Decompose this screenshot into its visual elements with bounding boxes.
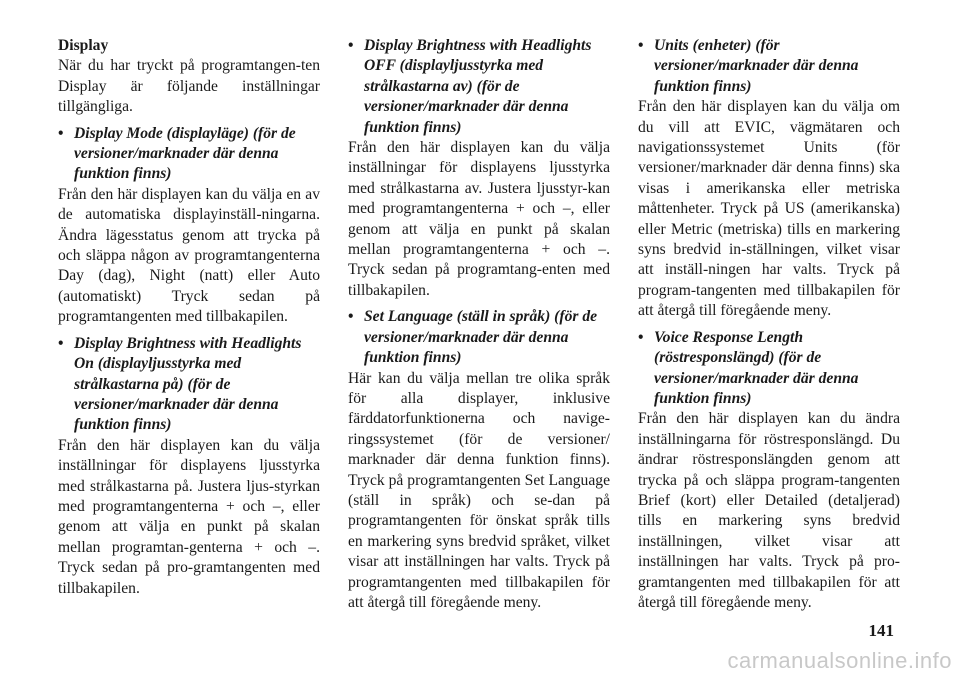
bullet-label: Set Language (ställ in språk) (för de versioner/marknader där denna funktion finns) [364,308,598,367]
text-column-2 [348,36,610,613]
bullet-icon: • [638,37,644,54]
text-column-3 [638,36,900,613]
body-paragraph: Från den här displayen kan du ändra inställningarna för röstresponslängd. Du ändrar röstresponslängden genom att trycka på och släppa program-tangenten Brief (kort) eller Detailed (detaljerad) tills en markering syns bredvid inställningen, vilket visar att inställningen har valts. Tryck på pro-gramtangenten med tillbakapilen för att återgå till föregående meny. [638,410,900,611]
bullet-item [58,334,320,436]
bullet-item [58,124,320,185]
bullet-label: Display Brightness with Headlights OFF (displayljusstyrka med strålkastarna av) (för de versioner/marknader där denna funktion finns) [364,37,592,136]
body-paragraph: Här kan du välja mellan tre olika språk för alla displayer, inklusive färddatorfunktionerna och navige-ringssystemet (för de versioner/ marknader där denna funktion finns). Tryck på programtangenten Set Language (ställ in språk) och se-dan på programtangenten för önskat språk tills en markering syns bredvid språket, vilket visar att inställningen har valts. Tryck på programtangenten med tillbakapilen för att återgå till föregående meny. [348,369,610,611]
bullet-item [638,328,900,410]
watermark-text: carmanualsonline.info [727,648,952,673]
bullet-item [348,36,610,138]
bullet-icon: • [58,124,64,142]
body-paragraph: När du har tryckt på programtangen-ten Display är följande inställningar tillgängliga. [58,57,320,116]
bullet-item [638,36,900,97]
body-paragraph: Från den här displayen kan du välja en av de automatiska displayinställ-ningarna. Ändra lägesstatus genom att trycka på och släppa någon av programtangenterna Day (dag), Night (natt) eller Auto (automatiskt) Tryck sedan på programtangenten med tillbakapilen. [58,185,320,326]
bullet-icon: • [348,308,354,326]
bullet-label: Voice Response Length (röstresponslängd) (för de versioner/marknader där denna funktion finns) [654,328,859,407]
body-paragraph: Från den här displayen kan du välja om du vill att EVIC, vägmätaren och navigationssystemet Units (för versioner/marknader där denna finns) ska visas i amerikanska eller metriska måttenheter. Tryck på US (amerikanska) eller Metric (metriska) tills en markering syns bredvid in-ställningen, vilket visar att inställ-ningen har valts. Tryck på program-tangenten med tillbakapilen för att återgå till föregående meny. [638,98,900,320]
body-paragraph: Från den här displayen kan du välja inställningar för displayens ljusstyrka med strålkastarna av. Justera ljusstyr-kan med programtangenterna + och –, eller genom att välja en punkt på skalan mellan programtangenterna + och –. Tryck sedan på programtang-enten med tillbakapilen. [348,139,610,299]
bullet-label: Display Mode (displayläge) (för de versioner/marknader där denna funktion finns) [74,124,296,183]
bullet-label: Units (enheter) (för versioner/marknader där denna funktion finns) [654,37,859,95]
text-column-1 [58,36,320,599]
bullet-label: Display Brightness with Headlights On (displayljusstyrka med strålkastarna på) (för de versioner/marknader där denna funktion finns) [74,334,302,434]
bullet-icon: • [58,334,64,352]
body-paragraph: Från den här displayen kan du välja inställningar för displayens ljusstyrka med strålkastarna på. Justera ljus-styrkan med programtangenterna + och –, eller genom att välja en punkt på skalan mellan programtan-genterna + och –. Tryck sedan på pro-gramtangenten med tillbakapilen. [58,436,320,597]
page-number: 141 [868,621,894,640]
section-heading: Display [58,37,109,54]
bullet-item [348,307,610,368]
bullet-icon: • [638,328,644,346]
bullet-icon: • [348,37,354,54]
